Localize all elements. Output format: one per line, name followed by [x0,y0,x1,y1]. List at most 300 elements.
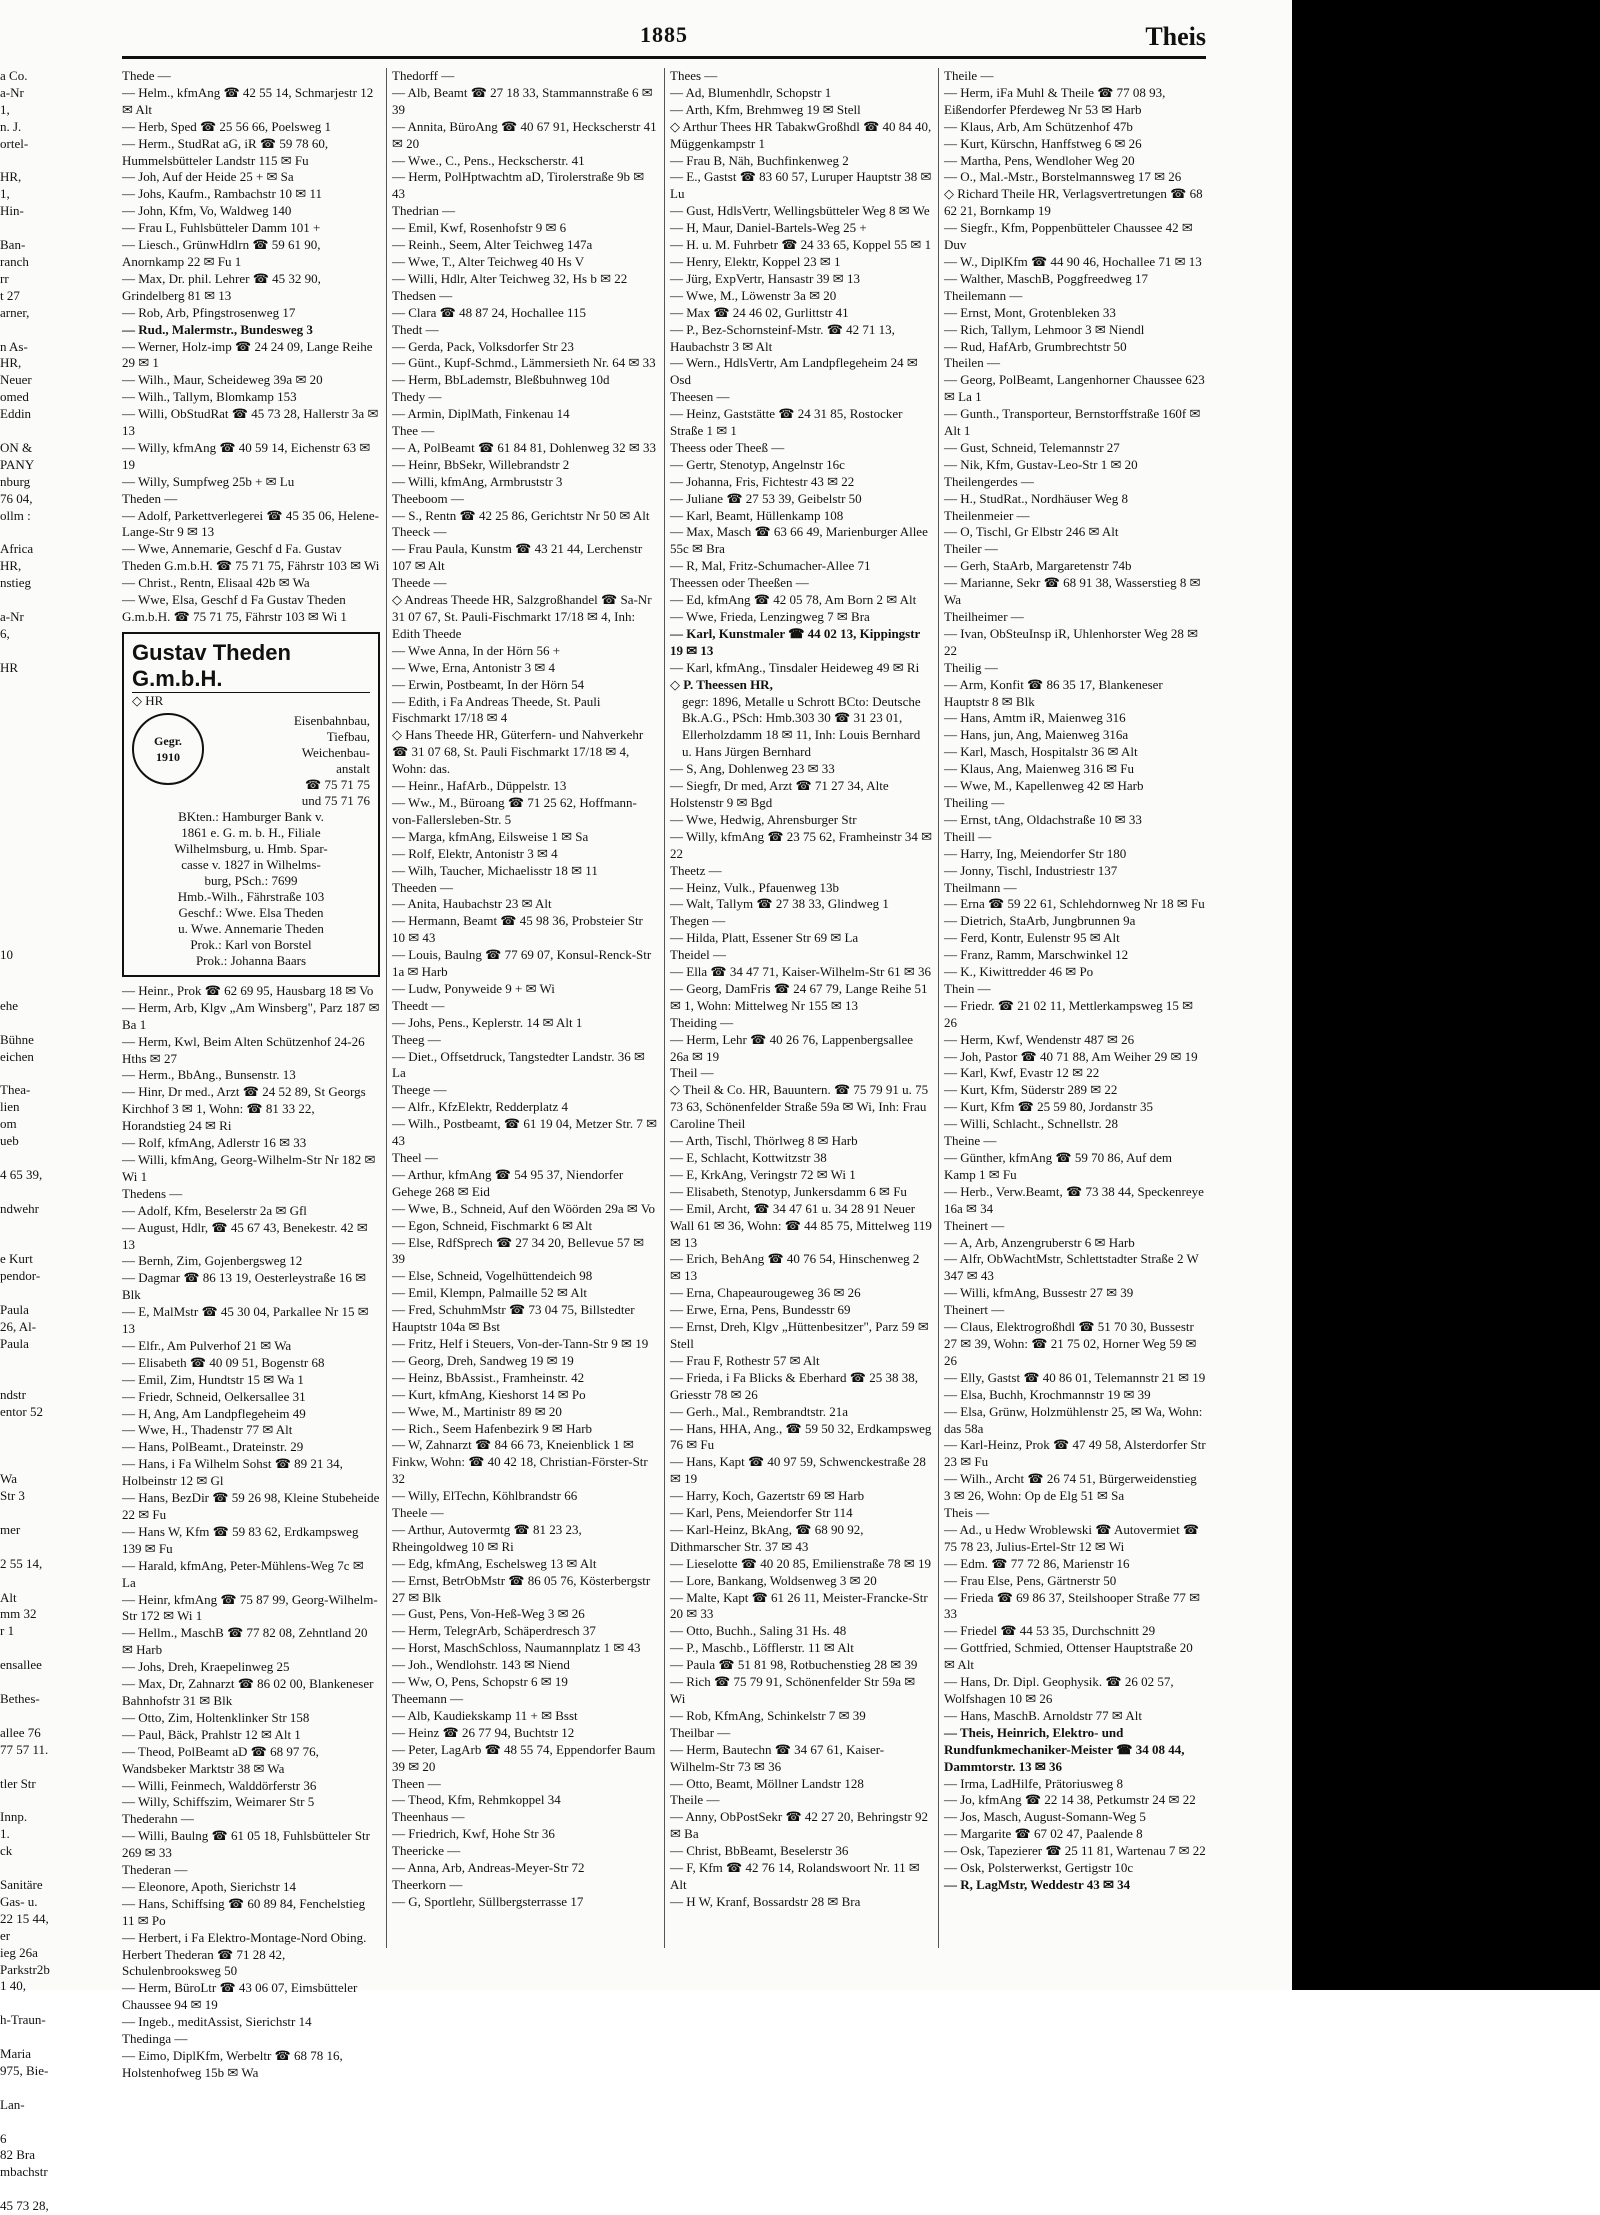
directory-entry: — Georg, DamFris ☎ 24 67 79, Lange Reihe 51 ✉ 1, Wohn: Mittelweg Nr 155 ✉ 13 [670,980,928,1013]
directory-entry: — Herm, PolHptwachtm aD, Tirolerstraße 9b ✉ 43 [392,169,645,202]
margin-fragment: Bühne [0,1031,34,1047]
surname-heading: Theinert — [944,1302,1005,1318]
margin-fragment: pendor- [0,1268,41,1284]
directory-entry: — S., Rentn ☎ 42 25 86, Gerichtstr Nr 50 ✉ Alt [392,507,650,523]
advert-phone: und 75 71 76 [301,792,370,808]
margin-fragment [0,1218,20,1235]
directory-entry: — Karl-Heinz, BkAng, ☎ 68 90 92, Dithmarscher Str. 37 ✉ 43 [670,1521,864,1554]
directory-entry: — Willy, kfmAng ☎ 23 75 62, Framheinstr 34 ✉ 22 [670,828,932,861]
margin-fragment [0,2181,20,2198]
surname-heading: Theeg — [392,1031,441,1047]
advert-service: Eisenbahnbau, [293,712,370,728]
directory-entry: — Otto, Zim, Holtenklinker Str 158 [122,1709,310,1725]
margin-fragment [0,592,20,609]
directory-entry: — H W, Kranf, Bossardstr 28 ✉ Bra [670,1893,861,1909]
margin-fragment [0,220,20,237]
directory-entry: — Gertr, Stenotyp, Angelnstr 16c [670,456,845,472]
directory-entry: — A, PolBeamt ☎ 61 84 81, Dohlenweg 32 ✉ 33 [392,439,656,455]
surname-heading: Thein — [944,980,991,996]
directory-entry: — Herbert, i Fa Elektro-Montage-Nord Obing. Herbert Thederan ☎ 71 28 42, Schulenbrooksweg 50 [122,1929,367,1979]
directory-entry: — Herm, Kwf, Wendenstr 487 ✉ 26 [944,1031,1135,1047]
directory-entry: — O, Tischl, Gr Elbstr 246 ✉ Alt [944,524,1119,540]
margin-fragment: rr [0,270,9,286]
directory-entry: — Heinr, BbSekr, Willebrandstr 2 [392,456,570,472]
directory-entry: — Dietrich, StaArb, Jungbrunnen 9a [944,913,1136,929]
margin-fragment [0,913,20,930]
directory-entry: — Rolf, Elektr, Antonistr 3 ✉ 4 [392,845,558,861]
directory-entry: — Ivan, ObSteuInsp iR, Uhlenhorster Weg 28 ✉ 22 [944,625,1199,658]
directory-entry: — Hans, Dr. Dipl. Geophysik. ☎ 26 02 57, Wolfshagen 10 ✉ 26 [944,1674,1174,1706]
directory-entry: — Herm, BbLademstr, Bleßbuhnweg 10d [392,372,610,388]
margin-fragment: Str 3 [0,1488,25,1504]
directory-entry: — Otto, Buchh., Saling 31 Hs. 48 [670,1623,847,1639]
surname-heading: Thees — [670,68,718,83]
directory-entry: — H, Maur, Daniel-Bartels-Weg 25 + [670,220,867,236]
directory-entry: — Willi, kfmAng, Georg-Wilhelm-Str Nr 182 ✉ Wi 1 [122,1151,376,1184]
surname-heading: Thedinga — [122,2031,188,2047]
margin-fragment [0,1454,20,1471]
directory-entry: — Paul, Bäck, Prahlstr 12 ✉ Alt 1 [122,1726,301,1742]
directory-column-2 [392,68,658,1950]
margin-fragment: h-Traun- [0,2012,46,2028]
advert-line: Wilhelmsburg, u. Hmb. Spar- [174,840,328,856]
margin-fragment [0,1792,20,1809]
margin-fragment [0,727,20,744]
directory-entry: — Alfr., KfzElektr, Redderplatz 4 [392,1099,569,1115]
margin-fragment: ck [0,1843,13,1859]
margin-fragment [0,153,20,170]
margin-fragment: t 27 [0,287,20,303]
directory-entry: — Werner, Holz-imp ☎ 24 24 09, Lange Reihe 29 ✉ 1 [122,338,373,371]
directory-entry: — Wwe, T., Alter Teichweg 40 Hs V [392,253,585,269]
margin-fragment [0,2114,20,2131]
margin-fragment: Neuer [0,372,32,388]
margin-fragment [0,1640,20,1657]
directory-entry: — Edm. ☎ 77 72 86, Marienstr 16 [944,1555,1130,1571]
directory-entry: — Gottfried, Schmied, Ottenser Hauptstraße 20 ✉ Alt [944,1640,1193,1673]
margin-fragment: entor 52 [0,1403,43,1419]
directory-entry: — A, Arb, Anzengruberstr 6 ✉ Harb [944,1234,1135,1250]
margin-fragment: HR [0,659,19,675]
margin-fragment [0,778,20,795]
directory-entry: — Rud., Malermstr., Bundesweg 3 [122,321,313,337]
directory-entry: — Ernst, tAng, Oldachstraße 10 ✉ 33 [944,811,1142,827]
margin-fragment [0,795,20,812]
directory-entry: — Martha, Pens, Wendloher Weg 20 [944,152,1135,168]
directory-entry: — Arth, Kfm, Brehmweg 19 ✉ Stell [670,101,861,117]
directory-entry: — Wwe., C., Pens., Heckscherstr. 41 [392,152,585,168]
surname-heading: Theden — [122,490,178,506]
margin-fragment: mer [0,1521,21,1537]
directory-entry: — Wwe, H., Thadenstr 77 ✉ Alt [122,1422,293,1438]
surname-heading: Thegen — [670,913,726,929]
surname-heading: Theilemann — [944,287,1023,303]
directory-entry: — R, Mal, Fritz-Schumacher-Allee 71 [670,558,871,574]
margin-fragment: Parkstr2b [0,1961,50,1977]
directory-entry: — H. u. M. Fuhrbetr ☎ 24 33 65, Koppel 55 ✉ 1 [670,237,932,253]
directory-entry: — Joh, Auf der Heide 25 + ✉ Sa [122,169,294,185]
directory-entry: — Alfr, ObWachtMstr, Schlettstadter Straße 2 W 347 ✉ 43 [944,1251,1199,1284]
directory-entry: — Theod, PolBeamt aD ☎ 68 97 76, Wandsbeker Marktstr 38 ✉ Wa [122,1743,319,1776]
directory-entry: ◇ Arthur Thees HR TabakwGroßhdl ☎ 40 84 40, Müggenkampstr 1 [670,118,932,151]
directory-entry: — Karl, kfmAng., Tinsdaler Heideweg 49 ✉ Ri [670,659,920,675]
directory-entry: — Wwe, Frieda, Lenzingweg 7 ✉ Bra [670,609,870,624]
margin-fragment [0,710,20,727]
directory-entry: — Bernh, Zim, Gojenbergsweg 12 [122,1253,303,1269]
margin-fragment: er [0,1927,11,1943]
directory-entry: — Hans, Kapt ☎ 40 97 59, Schwenckestraße 28 ✉ 19 [670,1454,926,1487]
margin-fragment [0,1539,20,1556]
running-head: Theis [1145,22,1206,51]
surname-heading: Theil — [670,1065,714,1081]
surname-heading: Theilig — [944,659,998,675]
directory-entry: ◇ Richard Theile HR, Verlagsvertretungen ☎ 68 62 21, Bornkamp 19 [944,186,1203,219]
directory-entry: — Herm, Bautechn ☎ 34 67 61, Kaiser-Wilhelm-Str 73 ✉ 36 [670,1741,885,1774]
margin-fragment: lien [0,1099,20,1115]
margin-fragment: ortel- [0,135,29,151]
advert-line: Geschf.: Wwe. Elsa Theden [178,904,324,920]
margin-fragment: ndwehr [0,1200,39,1216]
directory-entry: — Günther, kfmAng ☎ 59 70 86, Auf dem Kamp 1 ✉ Fu [944,1150,1172,1182]
directory-entry: — Ed, kfmAng ☎ 42 05 78, Am Born 2 ✉ Alt [670,592,917,608]
surname-heading: Theemann — [392,1691,464,1706]
directory-entry: — Karl, Masch, Hospitalstr 36 ✉ Alt [944,744,1138,760]
margin-fragment: HR, [0,169,22,185]
column-rule [938,68,939,1948]
founding-seal [132,713,204,785]
margin-fragment: 975, Bie- [0,2062,49,2078]
directory-entry: — Kurt, Kfm ☎ 25 59 80, Jordanstr 35 [944,1099,1154,1115]
margin-fragment: Bethes- [0,1691,40,1706]
directory-entry: — Otto, Beamt, Möllner Landstr 128 [670,1775,864,1791]
directory-entry: — Arm, Konfit ☎ 86 35 17, Blankeneser Hauptstr 8 ✉ Blk [944,676,1163,709]
scan-border [1292,0,1600,1990]
margin-fragment: 6 [0,2130,7,2146]
surname-heading: Thedorff — [392,68,455,83]
directory-entry: — Hans, Schiffsing ☎ 60 89 84, Fenchelstieg 11 ✉ Po [122,1895,366,1928]
directory-entry: — Else, Schneid, Vogelhüttendeich 98 [392,1268,593,1284]
directory-entry: — Harald, kfmAng, Peter-Mühlens-Weg 7c ✉ La [122,1557,364,1590]
directory-entry: — Frau L, Fuhlsbütteler Damm 101 + [122,220,321,236]
directory-entry: — Anita, Haubachstr 23 ✉ Alt [392,896,552,912]
directory-entry: — Frau Paula, Kunstm ☎ 43 21 44, Lerchenstr 107 ✉ Alt [392,541,643,574]
directory-entry: — Willy, Schiffszim, Weimarer Str 5 [122,1794,315,1810]
directory-entry: — Juliane ☎ 27 53 39, Geibelstr 50 [670,490,862,506]
directory-entry: — Wilh., Tallym, Blomkamp 153 [122,389,297,405]
margin-fragment [0,1573,20,1590]
directory-entry: — Erich, BehAng ☎ 40 76 54, Hinschenweg 2 ✉ 13 [670,1251,920,1284]
advert-line: Prok.: Johanna Baars [195,952,307,968]
margin-fragment [0,1065,20,1082]
directory-entry: — Else, RdfSprech ☎ 27 34 20, Bellevue 57 ✉ 39 [392,1234,645,1267]
directory-entry: — Osk, Tapezierer ☎ 25 11 81, Wartenau 7 ✉ 22 [944,1843,1206,1859]
directory-entry: — Elisabeth ☎ 40 09 51, Bogenstr 68 [122,1354,325,1370]
directory-entry: — Louis, Baulng ☎ 77 69 07, Konsul-Renck-Str 1a ✉ Harb [392,947,652,980]
directory-entry: — Wwe, Annemarie, Geschf d Fa. Gustav Theden G.m.b.H. ☎ 75 71 75, Fährstr 103 ✉ Wi [122,541,380,574]
directory-entry: — Herm., StudRat aG, iR ☎ 59 78 60, Hummelsbütteler Landstr 115 ✉ Fu [122,135,329,168]
directory-entry: — Lieselotte ☎ 40 20 85, Emilienstraße 78 ✉ 19 [670,1555,932,1571]
directory-entry: — Joh., Wendlohstr. 143 ✉ Niend [392,1657,570,1673]
margin-fragment [0,1285,20,1302]
directory-entry: — Johs, Kaufm., Rambachstr 10 ✉ 11 [122,186,322,202]
directory-entry: — Adolf, Parkettverlegerei ☎ 45 35 06, Helene-Lange-Str 9 ✉ 13 [122,507,379,540]
margin-fragment [0,880,20,897]
directory-entry: — Armin, DiplMath, Finkenau 14 [392,406,570,422]
surname-heading: Thedy — [392,389,442,405]
advert-body [132,809,370,969]
directory-entry: — Heinr., HafArb., Düppelstr. 13 [392,778,567,794]
directory-entry: — Emil, Klempn, Palmaille 52 ✉ Alt [392,1285,588,1301]
margin-fragment [0,846,20,863]
directory-entry: — Elisabeth, Stenotyp, Junkersdamm 6 ✉ Fu [670,1183,907,1199]
margin-fragment: omed [0,389,29,405]
directory-entry: — Heinz, BbAssist., Framheinstr. 42 [392,1369,585,1385]
directory-entry: — Fritz, Helf i Steuers, Von-der-Tann-Str 9 ✉ 19 [392,1335,649,1351]
margin-fragment [0,322,20,339]
seal-year: 1910 [156,749,180,764]
surname-heading: Theilbar — [670,1724,731,1740]
surname-heading: Theilen — [944,355,1000,371]
directory-entry: — H., StudRat., Nordhäuser Weg 8 [944,490,1128,506]
margin-fragment: 1 40, [0,1978,26,1994]
directory-entry: — Eleonore, Apoth, Sierichstr 14 [122,1878,297,1894]
advert-services [212,713,370,809]
directory-entry: — Lore, Bankang, Woldsenweg 3 ✉ 20 [670,1572,877,1588]
margin-fragment: 1, [0,101,10,117]
advert-line: casse v. 1827 in Wilhelms- [181,856,321,872]
directory-entry: — Herm, TelegrArb, Schäperdresch 37 [392,1623,596,1639]
directory-entry: — Karl, Beamt, Hüllenkamp 108 [670,507,844,523]
directory-entry: — Karl-Heinz, Prok ☎ 47 49 58, Alsterdorfer Str 23 ✉ Fu [944,1437,1206,1470]
surname-heading: Theine — [944,1133,997,1149]
margin-fragment [0,1370,20,1387]
directory-entry: — Ludw, Ponyweide 9 + ✉ Wi [392,980,555,996]
directory-entry: — Friedr. ☎ 21 02 11, Mettlerkampsweg 15 ✉ 26 [944,997,1194,1030]
advert-line: burg, PSch.: 7699 [204,872,298,888]
margin-fragment [0,761,20,778]
directory-entry: — Günt., Kupf-Schmd., Lämmersieth Nr. 64 ✉ 33 [392,355,656,371]
margin-fragment: allee 76 [0,1724,41,1740]
advert-line: Hmb.-Wilh., Fährstraße 103 [177,888,325,904]
directory-entry: — E., Gastst ☎ 83 60 57, Luruper Hauptstr 38 ✉ Lu [670,169,932,202]
surname-heading: Theile — [670,1792,720,1808]
directory-entry: — E, KrkAng, Veringstr 72 ✉ Wi 1 [670,1166,856,1182]
directory-entry: — Willy, Sumpfweg 25b + ✉ Lu [122,473,295,489]
directory-entry: — Willi, Feinmech, Walddörferstr 36 [122,1777,317,1793]
directory-entry: — Ad, Blumenhdlr, Schopstr 1 [670,84,832,100]
margin-fragment: om [0,1116,17,1132]
directory-entry: — Rob, Arb, Pfingstrosenweg 17 [122,304,296,320]
margin-fragment: Maria [0,2046,32,2062]
directory-entry: — Peter, LagArb ☎ 48 55 74, Eppendorfer Baum 39 ✉ 20 [392,1741,656,1774]
directory-entry: — Wwe, Elsa, Geschf d Fa Gustav Theden G.m.b.H. ☎ 75 71 75, Fährstr 103 ✉ Wi 1 [122,592,347,624]
margin-fragment: ensallee [0,1657,42,1673]
margin-fragment: arner, [0,304,30,320]
margin-fragment [0,2080,20,2097]
surname-heading: Theeck — [392,524,447,540]
directory-entry: — Jonny, Tischl, Industriestr 137 [944,862,1118,878]
directory-entry: — Klaus, Arb, Am Schützenhof 47b [944,118,1133,134]
directory-entry: — Kurt, kfmAng, Kieshorst 14 ✉ Po [392,1386,586,1402]
directory-entry: — Johs, Dreh, Kraepelinweg 25 [122,1659,290,1675]
advert-phone: ☎ 75 71 75 [305,776,370,792]
directory-entry: — Wilh, Taucher, Michaelisstr 18 ✉ 11 [392,862,598,878]
directory-entry: — Clara ☎ 48 87 24, Hochallee 115 [392,304,587,320]
directory-entry: — H, Ang, Am Landpflegeheim 49 [122,1405,306,1421]
surname-heading: Theel — [392,1150,438,1165]
surname-heading: Theiler — [944,541,998,557]
margin-fragment: eichen [0,1048,34,1064]
directory-entry: — Klaus, Ang, Maienweg 316 ✉ Fu [944,761,1134,777]
directory-entry: — Herm, BüroLtr ☎ 43 06 07, Eimsbütteler Chaussee 94 ✉ 19 [122,1980,358,2013]
surname-heading: Thedsen — [392,287,453,303]
margin-fragment: 76 04, [0,490,33,506]
margin-fragment: a-Nr [0,84,24,100]
margin-fragment: ollm : [0,507,31,523]
directory-entry: — Edith, i Fa Andreas Theede, St. Pauli Fischmarkt 17/18 ✉ 4 [392,693,601,726]
margin-fragment [0,1860,20,1877]
directory-entry: — Karl, Pens, Meiendorfer Str 114 [670,1505,853,1521]
directory-entry: — Adolf, Kfm, Beselerstr 2a ✉ Gfl [122,1202,307,1218]
margin-fragment [0,1015,20,1032]
surname-heading: Theesen — [670,389,730,405]
surname-heading: Theeden — [392,879,454,895]
directory-entry: — Dagmar ☎ 86 13 19, Oesterleystraße 16 ✉ Blk [122,1270,367,1303]
margin-fragment: a-Nr [0,609,24,624]
directory-entry: — Willi, Baulng ☎ 61 05 18, Fuhlsbütteler Str 269 ✉ 33 [122,1828,370,1861]
directory-entry: — Arthur, kfmAng ☎ 54 95 37, Niendorfer Gehege 268 ✉ Eid [392,1166,624,1199]
directory-entry: — Margarite ☎ 67 02 47, Paalende 8 [944,1826,1143,1842]
surname-heading: Thederan — [122,1862,188,1878]
advert-title: Gustav Theden G.m.b.H. [132,640,370,693]
margin-fragment [0,896,20,913]
directory-entry: — Ella ☎ 34 47 71, Kaiser-Wilhelm-Str 61 ✉ 36 [670,964,931,980]
directory-entry: — Helm., kfmAng ☎ 42 55 14, Schmarjestr 12 ✉ Alt [122,84,374,117]
surname-heading: Theess oder Theeß — [670,439,785,455]
directory-entry: — Herm, Lehr ☎ 40 26 76, Lappenbergsallee 26a ✉ 19 [670,1031,914,1064]
surname-heading: Thederahn — [122,1811,194,1827]
directory-entry: — Willi, kfmAng, Armbruststr 3 [392,473,563,489]
directory-entry: — Wwe, Erna, Antonistr 3 ✉ 4 [392,659,556,675]
directory-entry: — Alb, Beamt ☎ 27 18 33, Stammannstraße 6 ✉ 39 [392,84,653,117]
directory-entry: — Hans, BezDir ☎ 59 26 98, Kleine Stubeheide 22 ✉ Fu [122,1490,380,1522]
margin-fragment [0,1235,20,1252]
directory-entry: — Irma, LadHilfe, Prätoriusweg 8 [944,1775,1124,1791]
column-rule [664,68,665,1948]
margin-fragment: 22 15 44, [0,1910,49,1926]
surname-heading: Thee — [392,423,435,439]
margin-fragment: nstieg [0,575,32,591]
directory-entry: — Wilh., Postbeamt, ☎ 61 19 04, Metzer Str. 7 ✉ 43 [392,1116,658,1149]
directory-entry: — Jürg, ExpVertr, Hansastr 39 ✉ 13 [670,270,860,286]
surname-heading: Theede — [392,575,447,591]
directory-entry: — Gust, Pens, Von-Heß-Weg 3 ✉ 26 [392,1606,585,1622]
margin-fragment [0,643,20,660]
margin-fragment: 2 55 14, [0,1555,43,1571]
surname-heading: Theidel — [670,947,726,963]
directory-entry: — Gust, Schneid, Telemannstr 27 [944,439,1120,455]
margin-fragment: 4 65 39, [0,1166,43,1182]
surname-heading: Theis — [944,1505,990,1521]
directory-entry: — Willi, Schlacht., Schnellstr. 28 [944,1116,1119,1132]
directory-entry: — Willi, Hdlr, Alter Teichweg 32, Hs b ✉ 22 [392,270,628,286]
directory-entry: — Heinr, kfmAng ☎ 75 87 99, Georg-Wilhelm-Str 172 ✉ Wi 1 [122,1591,378,1624]
surname-heading: Theilengerdes — [944,473,1034,489]
margin-fragment: n. J. [0,118,22,134]
directory-entry: — Anna, Arb, Andreas-Meyer-Str 72 [392,1860,585,1876]
margin-fragment: Africa [0,541,34,557]
margin-fragment: Wa [0,1471,17,1487]
directory-entry: — August, Hdlr, ☎ 45 67 43, Benekestr. 42 ✉ 13 [122,1219,368,1252]
margin-fragment: Lan- [0,2096,25,2112]
directory-entry: — W., DiplKfm ☎ 44 90 46, Hochallee 71 ✉ 13 [944,253,1202,269]
margin-fragment: 82 Bra [0,2147,36,2163]
margin-fragment: Sanitäre [0,1876,43,1892]
surname-heading: Theilenmeier — [944,507,1030,523]
directory-entry: — Ad., u Hedw Wroblewski ☎ Autovermiet ☎ 75 78 23, Julius-Ertel-Str 12 ✉ Wi [944,1521,1200,1554]
advert-service: Weichenbau- [301,744,370,760]
directory-entry: — Jo, kfmAng ☎ 22 14 38, Petkumstr 24 ✉ 22 [944,1792,1196,1808]
directory-entry: — Harry, Koch, Gazertstr 69 ✉ Harb [670,1488,865,1504]
directory-entry: — Erwin, Postbeamt, In der Hörn 54 [392,676,585,692]
margin-fragment [0,964,20,981]
directory-entry: — Wwe, M., Löwenstr 3a ✉ 20 [670,287,837,303]
margin-fragment: ON & [0,439,33,455]
margin-fragment: 10 [0,947,13,963]
directory-entry: — Wwe, Hedwig, Ahrensburger Str [670,811,857,827]
surname-heading: Theerkorn — [392,1876,463,1892]
advert-line: u. Wwe. Annemarie Theden [178,920,324,936]
advert-line: Prok.: Karl von Borstel [190,936,312,952]
directory-entry: — Walt, Tallym ☎ 27 38 33, Glindweg 1 [670,896,889,912]
directory-entry: — Heinz ☎ 26 77 94, Buchtstr 12 [392,1724,575,1740]
directory-entry: — Karl, Kwf, Evastr 12 ✉ 22 [944,1065,1100,1081]
margin-fragment [0,2029,20,2046]
margin-fragment: n As- [0,338,28,354]
directory-entry: — Ernst, Dreh, Klgv „Hüttenbesitzer", Parz 59 ✉ Stell [670,1319,929,1351]
directory-entry: — Hans, Amtm iR, Maienweg 316 [944,710,1126,726]
directory-entry: — Hilda, Platt, Essener Str 69 ✉ La [670,930,859,946]
margin-fragment [0,1184,20,1201]
surname-heading: Theetz — [670,862,722,878]
margin-fragment [0,423,20,440]
directory-entry: — Nik, Kfm, Gustav-Leo-Str 1 ✉ 20 [944,456,1138,472]
margin-fragment [0,524,20,541]
directory-entry: — Marianne, Sekr ☎ 68 91 38, Wasserstieg 8 ✉ Wa [944,575,1201,608]
directory-entry: — Wilh., Archt ☎ 26 74 51, Bürgerweidenstieg 3 ✉ 26, Wohn: Op de Elg 51 ✉ Sa [944,1471,1197,1504]
directory-entry: — Edg, kfmAng, Eschelsweg 13 ✉ Alt [392,1555,597,1571]
directory-entry: — Ww, O, Pens, Schopstr 6 ✉ 19 [392,1674,568,1690]
previous-page-margin-fragments [0,68,50,2214]
directory-entry: — Malte, Kapt ☎ 61 26 11, Meister-Francke-Str 20 ✉ 33 [670,1589,928,1622]
directory-entry: — Alb, Kaudiekskamp 11 + ✉ Bsst [392,1707,578,1723]
margin-fragment: Ban- [0,237,26,253]
margin-fragment [0,1759,20,1776]
margin-fragment [0,1505,20,1522]
directory-entry: — Herm., BbAng., Bunsenstr. 13 [122,1067,296,1083]
surname-heading: Theilmann — [944,879,1017,895]
margin-fragment: Alt [0,1589,17,1605]
directory-entry: — Heinz, Gaststätte ☎ 24 31 85, Rostocker Straße 1 ✉ 1 [670,406,903,439]
directory-entry: — Herm, Arb, Klgv „Am Winsberg", Parz 187 ✉ Ba 1 [122,999,380,1032]
surname-heading: Thede — [122,68,171,83]
margin-fragment: Paula [0,1302,29,1318]
directory-entry: — Frau F, Rothestr 57 ✉ Alt [670,1352,820,1368]
directory-entry: — Theod, Kfm, Rehmkoppel 34 [392,1792,561,1808]
surname-heading: Theiding — [670,1014,734,1030]
directory-entry: — Kurt, Kürschn, Hanffstweg 6 ✉ 26 [944,135,1142,151]
directory-entry: — Reinh., Seem, Alter Teichweg 147a [392,237,593,253]
